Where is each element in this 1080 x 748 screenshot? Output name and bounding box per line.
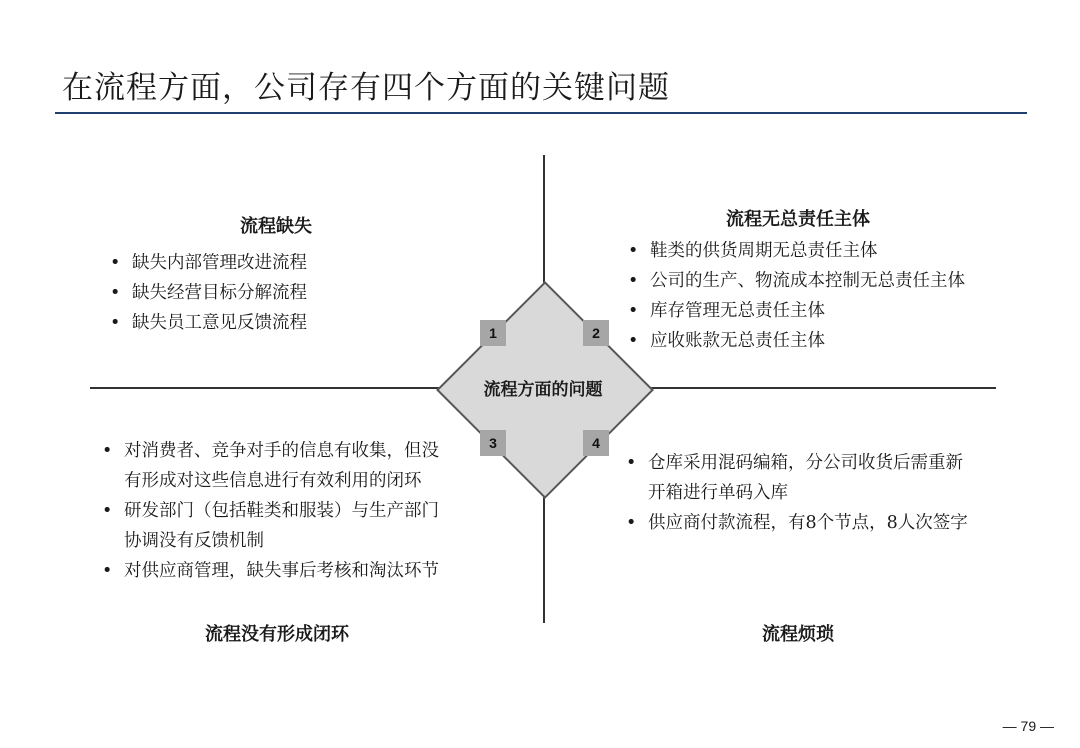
- quadrant-4-list: [626, 448, 968, 538]
- quadrant-2-list: [628, 236, 965, 356]
- list-item: • 缺失员工意见反馈流程: [110, 308, 307, 338]
- list-item: • 对消费者、竞争对手的信息有收集，但没 有形成对这些信息进行有效利用的闭环: [102, 436, 439, 496]
- title-divider: [55, 112, 1027, 114]
- quadrant-3-list: [102, 436, 439, 586]
- list-item: • 仓库采用混码编箱，分公司收货后需重新 开箱进行单码入库: [626, 448, 968, 508]
- page-number: — 79 —: [1002, 718, 1054, 734]
- list-item: • 缺失经营目标分解流程: [110, 278, 307, 308]
- list-item: • 供应商付款流程，有8个节点，8人次签字: [626, 508, 968, 538]
- list-item: • 鞋类的供货周期无总责任主体: [628, 236, 965, 266]
- quadrant-4-title: 流程烦琐: [762, 624, 834, 645]
- quadrant-3-title: 流程没有形成闭环: [205, 624, 349, 645]
- quadrant-1-number: 1: [480, 320, 506, 346]
- quadrant-4-number: 4: [583, 430, 609, 456]
- quadrant-2-number: 2: [583, 320, 609, 346]
- quadrant-1-list: [110, 248, 307, 338]
- quadrant-1-title: 流程缺失: [240, 216, 312, 237]
- list-item: • 研发部门（包括鞋类和服装）与生产部门 协调没有反馈机制: [102, 496, 439, 556]
- quadrant-2-title: 流程无总责任主体: [726, 209, 870, 230]
- list-item: • 缺失内部管理改进流程: [110, 248, 307, 278]
- quadrant-3-number: 3: [480, 430, 506, 456]
- page-title: 在流程方面，公司存有四个方面的关键问题: [62, 70, 670, 106]
- center-label: 流程方面的问题: [483, 380, 603, 400]
- list-item: • 对供应商管理，缺失事后考核和淘汰环节: [102, 556, 439, 586]
- list-item: • 库存管理无总责任主体: [628, 296, 965, 326]
- list-item: • 应收账款无总责任主体: [628, 326, 965, 356]
- list-item: • 公司的生产、物流成本控制无总责任主体: [628, 266, 965, 296]
